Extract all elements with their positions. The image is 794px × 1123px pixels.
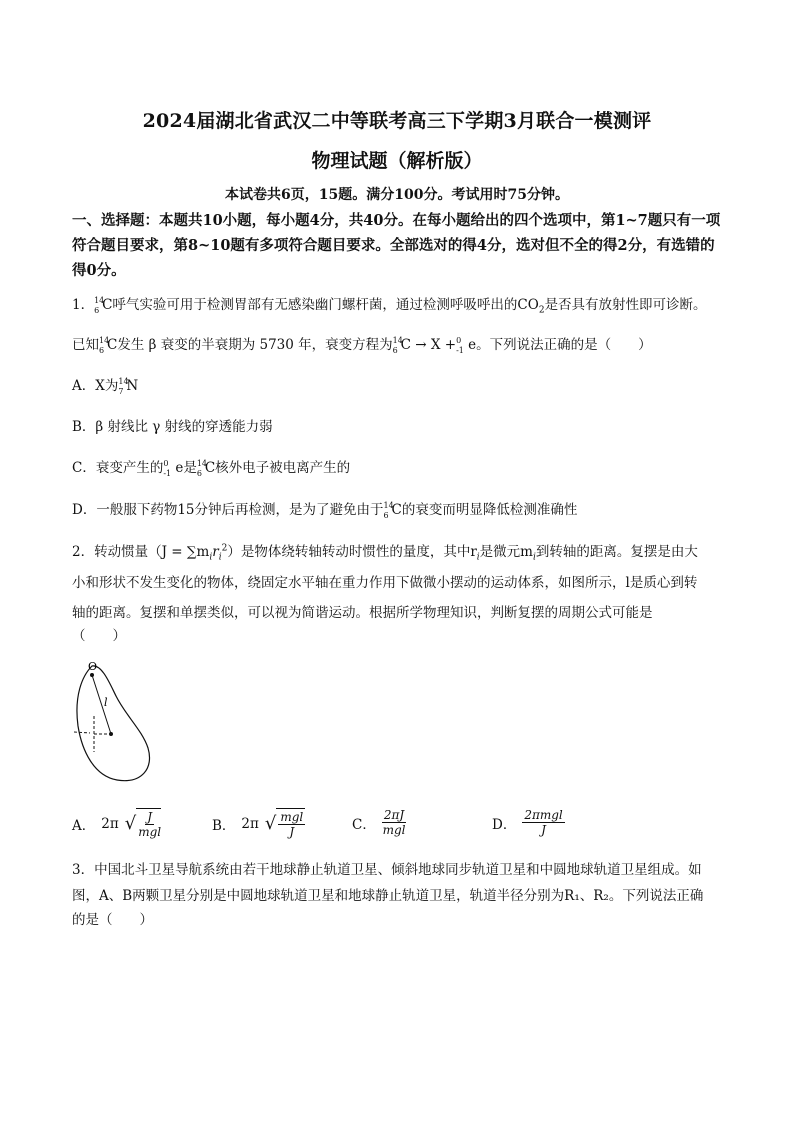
section-instructions: 一、选择题：本题共10小题，每小题4分，共40分。在每小题给出的四个选项中，第1~7题只有一项符合题目要求，第8~10题有多项符合题目要求。全部选对的得4分，选对但不全的得2分，有选错的得0分。 [72, 212, 721, 279]
q1-stem-line2: 已知 14 6 C发生 β 衰变的半衰期为 5730 年，衰变方程为 14 6 C → X + 0 -1 e。下列说法正确的是（ ） [72, 335, 652, 355]
q1-option-b: B．β 射线比 γ 射线的穿透能力弱 [72, 419, 273, 435]
q1-option-a: A．X为 14 7 N [72, 376, 139, 396]
q3-stem-line3: 的是（ ） [72, 912, 153, 928]
q1-stem-line1: 1． 14 6 C呼气实验可用于检测胃部有无感染幽门螺杆菌，通过检测呼吸呼出的$CO_2$是否具有放射性即可诊断。 [72, 295, 707, 316]
pivot-label: O [88, 660, 98, 673]
page-subtitle: 物理试题（解析版） [311, 150, 483, 172]
q2-option-a: A． 2π √ $\frac{J}{\text{mgl}}$ [72, 810, 162, 839]
page-title: 2024届湖北省武汉二中等联考高三下学期3月联合一模测评 [142, 110, 652, 132]
exam-meta: 本试卷共6页，15题。满分100分。考试用时75分钟。 [225, 187, 569, 203]
q1-option-d: D．一般服下药物15分钟后再检测，是为了避免由于 14 6 C的衰变而明显降低检测准确性 [72, 500, 578, 520]
length-line [92, 675, 111, 734]
q2-answer-blank: （ ） [72, 628, 126, 644]
isotope-c14: 14 6 [94, 295, 105, 315]
q3-stem-line2: 图，A、B两颗卫星分别是中圆地球轨道卫星和地球静止轨道卫星，轨道半径分别为R₁、R₂。下列说法正确 [72, 888, 704, 904]
q2-option-b: B． 2π √ $\frac{\text{mgl}}{J}$ [212, 810, 304, 839]
q1-option-c: C．衰变产生的 0 -1 e是 14 6 C核外电子被电离产生的 [72, 458, 351, 478]
q2-option-c: C． $\frac{2\pi J}{\text{mgl}}$ [352, 808, 406, 837]
length-label: l [104, 696, 108, 709]
q2-stem-line2: 小和形状不发生变化的物体，绕固定水平轴在重力作用下做微小摆动的运动体系，如图所示，l是质心到转 [72, 575, 698, 591]
q2-option-d: D． $\frac{\text{2πmgl}}{J}$ [492, 808, 563, 837]
rigid-body-outline [77, 666, 150, 781]
q2-stem-line1: 2．转动惯量$(J = \sum m_ir_i^2)$是物体绕转轴转动时惯性的量度，其中$r_i$是微元$m_i$到转轴的距离。复摆是由大 [72, 543, 698, 563]
q3-stem-line1: 3．中国北斗卫星导航系统由若干地球静止轨道卫星、倾斜地球同步轨道卫星和中圆地球轨道卫星组成。如 [72, 862, 702, 878]
compound-pendulum-figure [72, 656, 172, 786]
q2-stem-line3: 轴的距离。复摆和单摆类似，可以视为简谐运动。根据所学物理知识，判断复摆的周期公式可能是 [72, 605, 653, 621]
pendulum-diagram [72, 656, 172, 786]
